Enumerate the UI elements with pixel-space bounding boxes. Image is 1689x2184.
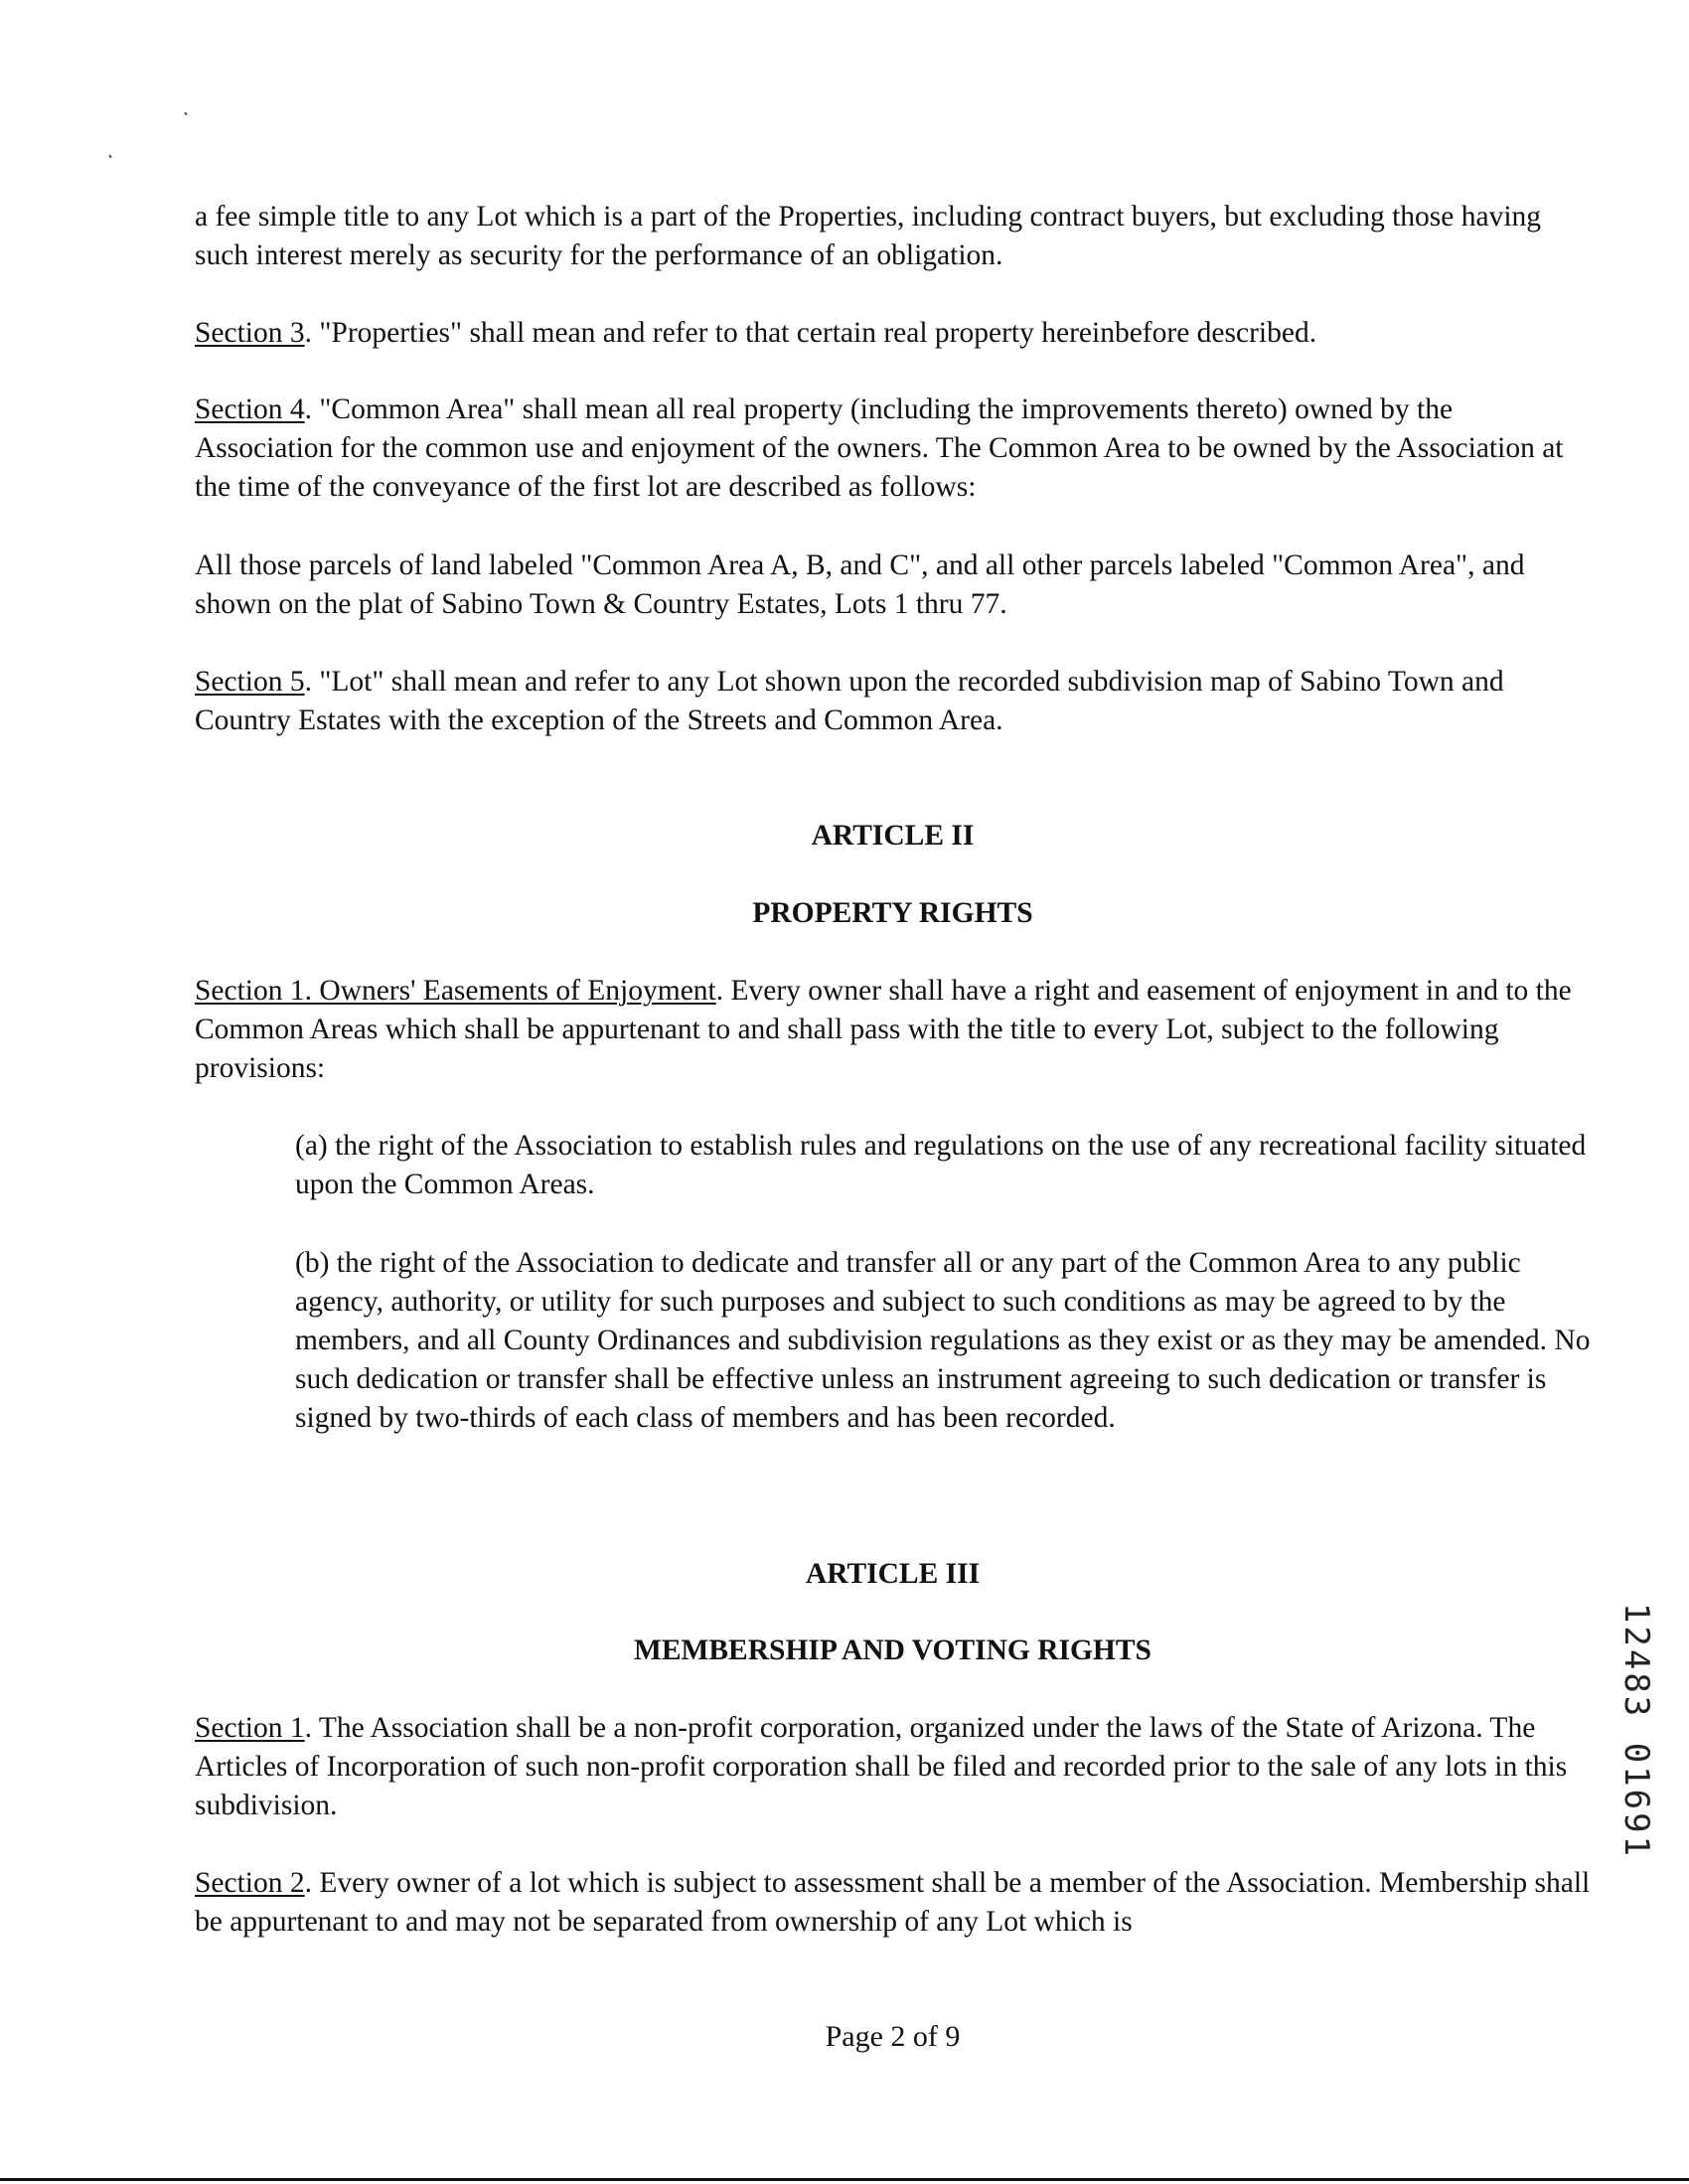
recording-number: 12483 01691 bbox=[1616, 1602, 1656, 1860]
article-2-title: PROPERTY RIGHTS bbox=[752, 897, 1033, 929]
provision-b: (b) the right of the Association to dedicate and transfer all or any part of the Common Area to any public agency, authority, or utility for such purposes and subject to such conditions as may be agreed to by the members, and all County Ordinances and subdivision regulations as they exist or as they may be amended. No such dedication or transfer shall be effective unless an instrument agreeing to such dedication or transfer is signed by two-thirds of each class of members and has been recorded. bbox=[295, 1247, 1591, 1434]
recording-stamp bbox=[1614, 1602, 1658, 1860]
article-3-section-2: Section 2. Every owner of a lot which is subject to assessment shall be a member of the Association. Membership shall be appurtenant to and may not be separated from ownership of any Lot which is bbox=[195, 1867, 1591, 1938]
section-4-common-area: Section 4. "Common Area" shall mean all real property (including the improvements thereto) owned by the Association for the common use and enjoyment of the owners. The Common Area to be owned by the Association at the time of the conveyance of the first lot are described as follows: bbox=[195, 393, 1564, 503]
scan-speck bbox=[108, 155, 111, 159]
article-3-section-1: Section 1. The Association shall be a non-profit corporation, organized under the laws of the State of Arizona. The Articles of Incorporation of such non-profit corporation shall be filed and recorded prior to the sale of any lots in this subdivision. bbox=[195, 1712, 1568, 1821]
article-2-section-1: Section 1. Owners' Easements of Enjoyment. Every owner shall have a right and easement of enjoyment in and to the Common Areas which shall be appurtenant to and shall pass with the title to every Lot, subject to the following provisions: bbox=[195, 975, 1572, 1084]
section-5-lot: Section 5. "Lot" shall mean and refer to any Lot shown upon the recorded subdivision map of Sabino Town and Country Estates with the exception of the Streets and Common Area. bbox=[195, 666, 1504, 736]
scan-edge-line bbox=[0, 2178, 1689, 2181]
section-label: Section 1. Owners' Easements of Enjoyment bbox=[195, 975, 716, 1007]
provision-a: (a) the right of the Association to establish rules and regulations on the use of any recreational facility situated upon the Common Areas. bbox=[295, 1130, 1587, 1200]
page-number: Page 2 of 9 bbox=[825, 2020, 961, 2053]
article-3-heading: ARTICLE III bbox=[805, 1558, 981, 1590]
section-label: Section 5 bbox=[195, 666, 305, 698]
section-label: Section 4 bbox=[195, 393, 305, 425]
article-2-heading: ARTICLE II bbox=[811, 820, 975, 852]
article-3-title: MEMBERSHIP AND VOTING RIGHTS bbox=[634, 1635, 1152, 1666]
paragraph-parcels: All those parcels of land labeled "Common Area A, B, and C", and all other parcels labeled "Common Area", and shown on the plat of Sabino Town & Country Estates, Lots 1 thru 77. bbox=[195, 549, 1525, 620]
scan-speck bbox=[184, 112, 187, 116]
section-label: Section 3 bbox=[195, 317, 305, 349]
section-label: Section 1 bbox=[195, 1712, 305, 1744]
paragraph-ownership-definition: a fee simple title to any Lot which is a part of the Properties, including contract buyers, but excluding those having such interest merely as security for the performance of an obligation. bbox=[195, 201, 1542, 271]
section-3-properties: Section 3. "Properties" shall mean and refer to that certain real property hereinbefore described. bbox=[195, 317, 1317, 349]
section-label: Section 2 bbox=[195, 1867, 305, 1899]
